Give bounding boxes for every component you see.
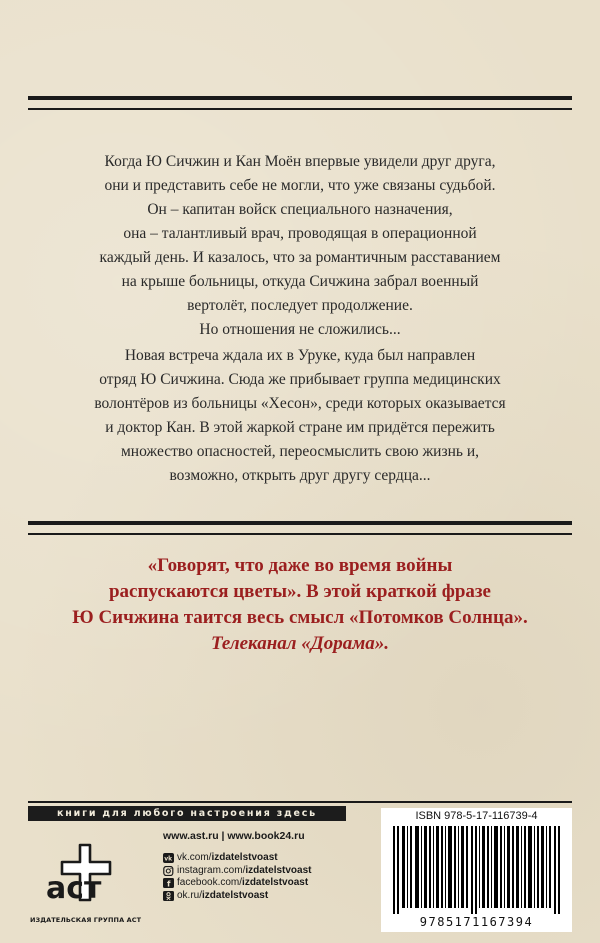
svg-text:vk: vk xyxy=(164,855,173,863)
social-link-vk[interactable] xyxy=(163,852,312,865)
top-rule-thin xyxy=(28,108,572,110)
synopsis-line: они и представить себе не могли, что уже связаны судьбой. xyxy=(104,177,496,194)
odnoklassniki-icon xyxy=(163,891,174,901)
vk-icon xyxy=(163,853,174,863)
review-line: «Говорят, что даже во время войны xyxy=(147,555,453,576)
synopsis-line: вертолёт, последует продолжение. xyxy=(187,297,413,314)
synopsis-line: возможно, открыть друг другу сердца... xyxy=(169,467,431,484)
social-link-prefix: instagram.com/ xyxy=(177,864,246,876)
social-link-handle: izdatelstvoast xyxy=(211,852,278,863)
barcode-digits: 9785171167394 xyxy=(419,915,534,929)
isbn-barcode xyxy=(381,808,572,932)
review-source: Телеканал «Дорама». xyxy=(210,633,389,654)
synopsis-line: каждый день. И казалось, что за романтичным расставанием xyxy=(99,249,501,266)
barcode-bars xyxy=(393,826,560,914)
social-link-prefix: ok.ru/ xyxy=(177,889,203,901)
bottom-rule xyxy=(28,801,572,803)
middle-rule-thick xyxy=(28,521,572,525)
synopsis-line: на крыше больницы, откуда Сичжина забрал военный xyxy=(121,273,479,290)
social-link-instagram[interactable] xyxy=(163,865,312,878)
middle-rule-thin xyxy=(28,533,572,535)
isbn-label: ISBN 978-5-17-116739-4 xyxy=(415,810,538,822)
synopsis-line: Когда Ю Сичжин и Кан Моён впервые увидели друг друга, xyxy=(104,153,496,170)
social-link-facebook[interactable] xyxy=(163,877,312,890)
publisher-websites[interactable]: www.ast.ru | www.book24.ru xyxy=(163,830,305,842)
social-link-handle: izdatelstvoast xyxy=(202,889,269,901)
social-link-handle: izdatelstvoast xyxy=(245,864,312,876)
logo-text: аст xyxy=(46,871,102,906)
synopsis-line: множество опасностей, переосмыслить свою жизнь и, xyxy=(120,443,480,460)
synopsis-line: волонтёров из больницы «Хесон», среди которых оказывается xyxy=(94,395,506,412)
synopsis-line: и доктор Кан. В этой жаркой стране им придётся пережить xyxy=(105,419,495,436)
facebook-icon xyxy=(163,878,174,888)
ast-logo-icon xyxy=(44,840,118,912)
publisher-logo xyxy=(30,840,142,930)
publisher-caption: ИЗДАТЕЛЬСКАЯ ГРУППА АСТ xyxy=(30,916,142,924)
synopsis-paragraph-2 xyxy=(0,344,600,488)
review-line: Ю Сичжина таится весь смысл «Потомков Солнца». xyxy=(72,607,528,628)
social-links xyxy=(163,852,312,902)
synopsis-line: отряд Ю Сичжина. Сюда же прибывает группа медицинских xyxy=(99,371,501,388)
social-link-handle: izdatelstvoast xyxy=(242,877,309,889)
publisher-tagline: книги для любого настроения здесь xyxy=(28,806,346,821)
synopsis-line: Он – капитан войск специального назначения, xyxy=(147,201,453,218)
social-link-prefix: facebook.com/ xyxy=(177,877,243,889)
social-link-odnoklassniki[interactable] xyxy=(163,890,312,903)
synopsis-line: Новая встреча ждала их в Уруке, куда был направлен xyxy=(124,347,476,364)
instagram-icon xyxy=(163,866,174,876)
review-line: распускаются цветы». В этой краткой фразе xyxy=(108,581,491,602)
synopsis-paragraph-1 xyxy=(0,150,600,342)
top-rule-thick xyxy=(28,96,572,100)
synopsis-line: Но отношения не сложились... xyxy=(199,321,401,338)
synopsis-line: она – талантливый врач, проводящая в операционной xyxy=(123,225,477,242)
review-quote xyxy=(0,553,600,657)
social-link-prefix: vk.com/ xyxy=(177,852,212,863)
svg-text:f: f xyxy=(167,880,171,889)
